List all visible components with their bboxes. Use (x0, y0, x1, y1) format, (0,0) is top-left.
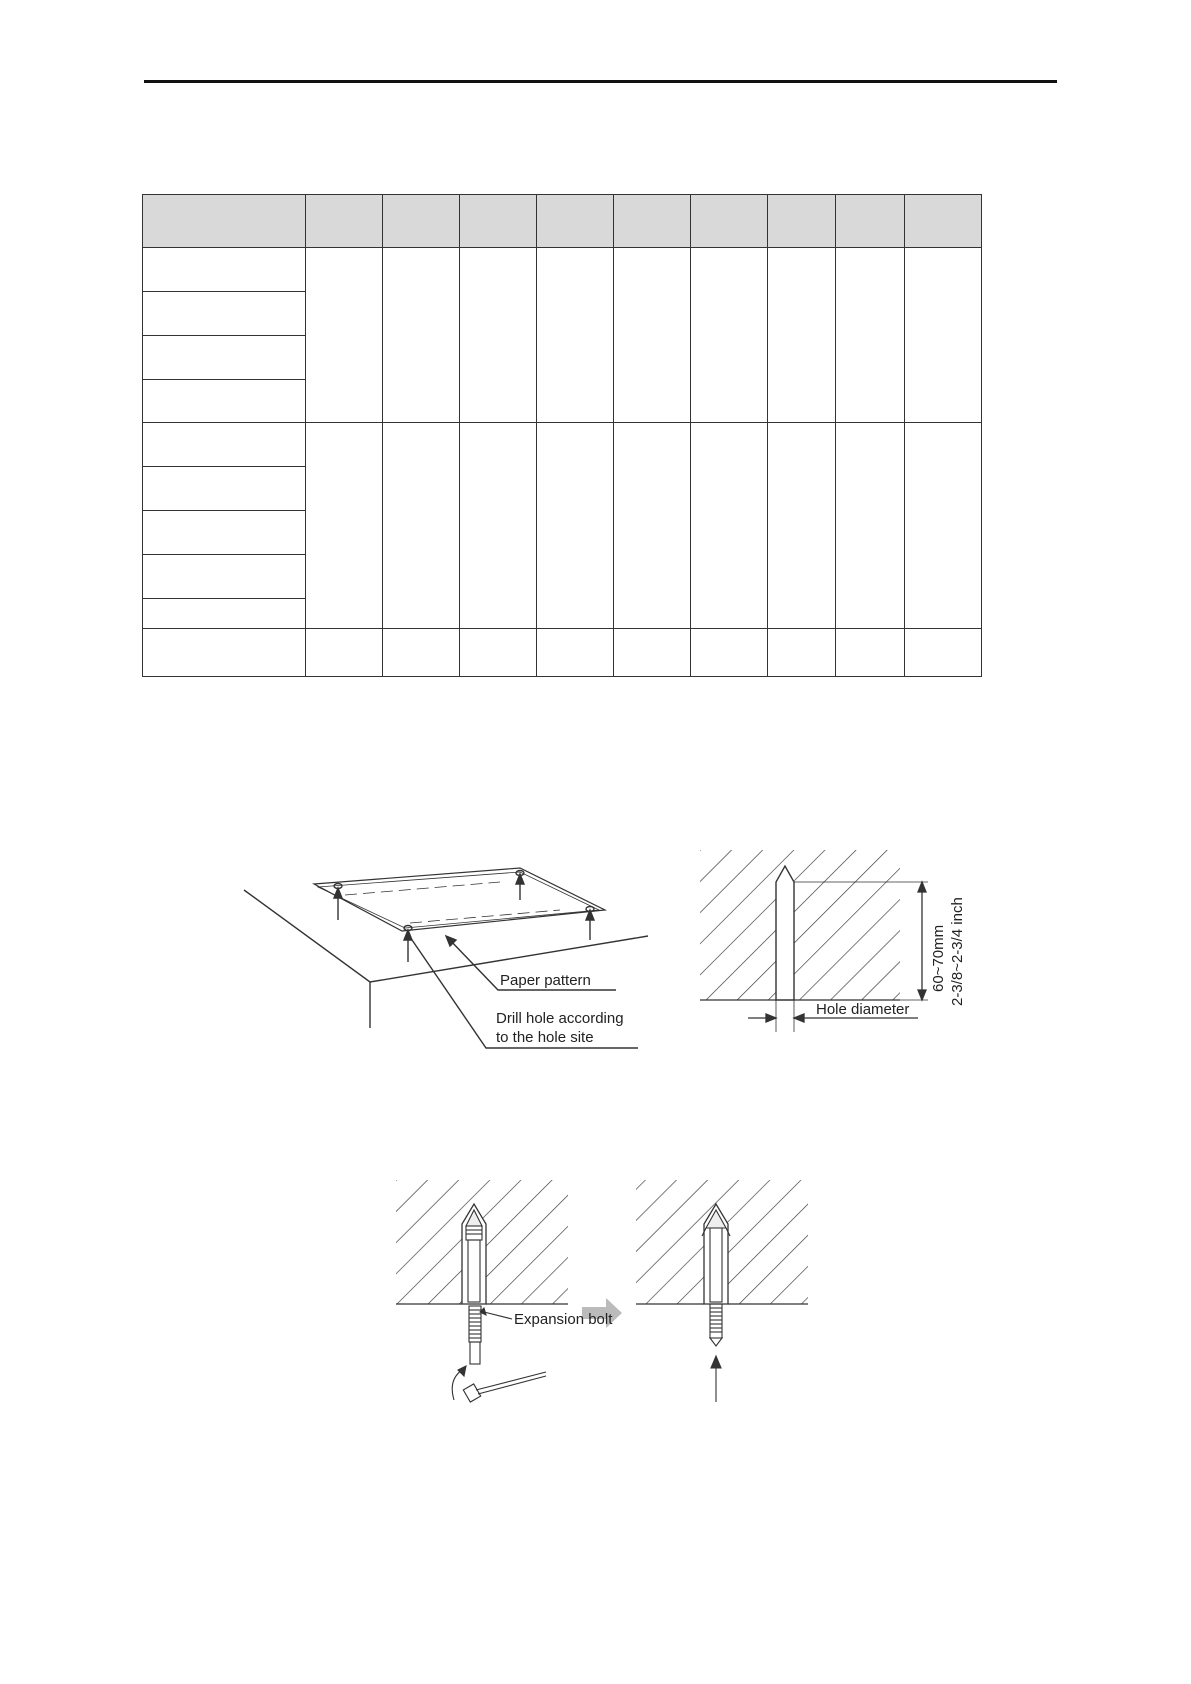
value-cell (768, 629, 836, 677)
group-cell (691, 423, 768, 629)
model-cell (143, 511, 306, 555)
header-cell (306, 195, 383, 248)
value-cell (905, 629, 982, 677)
group-cell (537, 248, 614, 423)
value-cell (691, 629, 768, 677)
model-cell (143, 629, 306, 677)
model-cell (143, 599, 306, 629)
group-cell (614, 248, 691, 423)
model-cell (143, 423, 306, 467)
table-header-row (143, 195, 982, 248)
group-cell (614, 423, 691, 629)
group-cell (691, 248, 768, 423)
header-cell (905, 195, 982, 248)
header-cell (143, 195, 306, 248)
table-row (143, 248, 982, 292)
paper-pattern-figure (230, 840, 670, 1070)
group-cell (836, 423, 905, 629)
group-cell (306, 248, 383, 423)
drill-hole-label-line2: to the hole site (496, 1029, 594, 1046)
table-row (143, 423, 982, 467)
group-cell (460, 423, 537, 629)
model-cell (143, 555, 306, 599)
group-cell (905, 248, 982, 423)
group-cell (537, 423, 614, 629)
model-cell (143, 380, 306, 423)
group-cell (383, 423, 460, 629)
hole-depth-figure (700, 850, 1000, 1040)
header-cell (460, 195, 537, 248)
depth-inch-label: 2-3/8~2-3/4 inch (949, 897, 966, 1006)
header-cell (768, 195, 836, 248)
header-cell (691, 195, 768, 248)
group-cell (383, 248, 460, 423)
value-cell (836, 629, 905, 677)
expansion-bolt-label: Expansion bolt (514, 1311, 613, 1328)
group-cell (836, 248, 905, 423)
value-cell (383, 629, 460, 677)
header-cell (614, 195, 691, 248)
value-cell (460, 629, 537, 677)
header-rule (144, 80, 1057, 83)
header-cell (836, 195, 905, 248)
spec-table (142, 194, 982, 677)
value-cell (614, 629, 691, 677)
paper-pattern-label: Paper pattern (500, 972, 591, 989)
group-cell (905, 423, 982, 629)
group-cell (768, 423, 836, 629)
value-cell (306, 629, 383, 677)
model-cell (143, 248, 306, 292)
header-cell (383, 195, 460, 248)
group-cell (306, 423, 383, 629)
group-cell (768, 248, 836, 423)
table-row (143, 629, 982, 677)
model-cell (143, 467, 306, 511)
group-cell (460, 248, 537, 423)
model-cell (143, 336, 306, 380)
value-cell (537, 629, 614, 677)
drill-hole-label-line1: Drill hole according (496, 1010, 624, 1027)
header-cell (537, 195, 614, 248)
hole-diameter-label: Hole diameter (816, 1001, 910, 1018)
expansion-bolt-figure (396, 1180, 816, 1380)
model-cell (143, 292, 306, 336)
depth-mm-label: 60~70mm (930, 924, 947, 992)
